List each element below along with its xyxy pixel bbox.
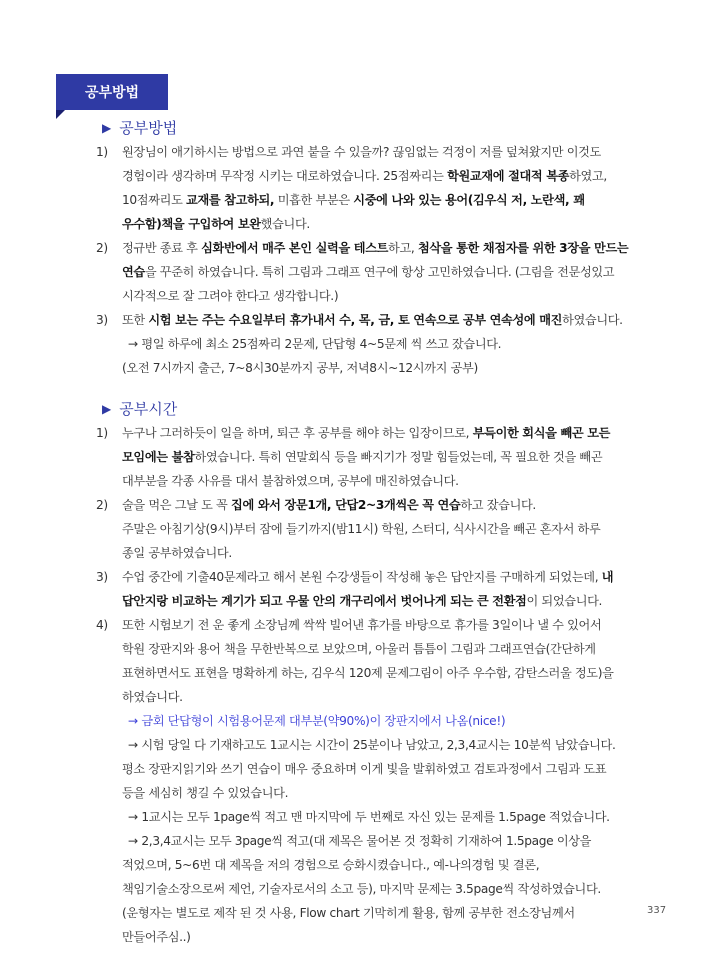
text-segment: 술을 먹은 그날 도 꼭 — [122, 498, 232, 512]
text-line — [122, 637, 676, 661]
item-number: 3) — [96, 570, 108, 584]
item-number: 4) — [96, 618, 108, 632]
study-time-list — [96, 421, 676, 949]
text-line — [122, 469, 676, 493]
list-item — [96, 236, 676, 308]
text-line — [122, 733, 676, 757]
list-item — [96, 308, 676, 380]
text-segment: 10점짜리도 — [122, 193, 187, 207]
item-number: 1) — [96, 426, 108, 440]
list-item — [96, 565, 676, 613]
text-line — [122, 188, 676, 212]
section-heading-study-time — [102, 398, 177, 419]
text-segment: → 평일 하루에 최소 25점짜리 2문제, 단답형 4~5문제 씩 쓰고 잤습니다. — [128, 337, 502, 351]
bold-text: 내 — [601, 570, 614, 584]
bold-text: 우수함)책을 구입하여 보완 — [122, 217, 261, 231]
text-segment: 적었으며, 5~6번 대 제목을 저의 경험으로 승화시켰습니다., 예-나의경험 및 결론, — [122, 858, 540, 872]
text-line — [122, 661, 676, 685]
text-line — [122, 212, 676, 236]
text-line — [122, 901, 676, 925]
text-segment: 미흡한 부분은 — [274, 193, 354, 207]
item-number: 2) — [96, 498, 108, 512]
text-segment: 정규반 종료 후 — [122, 241, 202, 255]
text-line — [122, 757, 676, 781]
text-line — [122, 140, 676, 164]
text-segment: 시각적으로 잘 그려야 한다고 생각합니다.) — [122, 289, 339, 303]
text-line — [122, 565, 676, 589]
text-line — [122, 236, 676, 260]
text-segment: → 시험 당일 다 기재하고도 1교시는 시간이 25분이나 남았고, 2,3,4교시는 10분씩 남았습니다. — [128, 738, 616, 752]
text-segment: (운형자는 별도로 제작 된 것 사용, Flow chart 기막히게 활용, 함께 공부한 전소장님께서 — [122, 906, 575, 920]
section-tag-label: 공부방법 — [84, 85, 140, 101]
text-line — [122, 517, 676, 541]
bold-text: 심화반에서 매주 본인 실력을 테스트 — [201, 241, 389, 255]
text-segment: 누구나 그러하듯이 일을 하며, 퇴근 후 공부를 해야 하는 입장이므로, — [122, 426, 473, 440]
text-segment: 책임기술소장으로써 제언, 기술자로서의 소고 등), 마지막 문제는 3.5page씩 작성하였습니다. — [122, 882, 601, 896]
text-segment: 대부분을 각종 사유를 대서 불참하였으며, 공부에 매진하였습니다. — [122, 474, 459, 488]
text-segment: 했습니다. — [260, 217, 310, 231]
text-line — [122, 781, 676, 805]
text-line — [122, 685, 676, 709]
list-item — [96, 493, 676, 565]
text-segment: 등을 세심히 챙길 수 있었습니다. — [122, 786, 289, 800]
text-line — [122, 925, 676, 949]
text-segment: 을 꾸준히 하였습니다. 특히 그림과 그래프 연구에 항상 고민하였습니다. (그림을 전문성있고 — [144, 265, 615, 279]
text-line — [122, 356, 676, 380]
text-line — [122, 853, 676, 877]
text-line — [122, 613, 676, 637]
page-number: 337 — [647, 905, 667, 916]
bold-text: 부득이한 회식을 빼곤 모든 — [472, 426, 611, 440]
highlight-text: → — [128, 714, 142, 728]
text-segment: → 1교시는 모두 1page씩 적고 맨 마지막에 두 번째로 자신 있는 문제를 1.5page 적었습니다. — [128, 810, 610, 824]
text-line — [122, 260, 676, 284]
text-line — [122, 541, 676, 565]
text-line — [122, 332, 676, 356]
text-line — [122, 589, 676, 613]
study-method-list — [96, 140, 676, 380]
bold-text: 집에 와서 장문1개, 단답2~3개씩은 꼭 연습 — [231, 498, 461, 512]
text-segment: 만들어주심..) — [122, 930, 191, 944]
text-segment: 하고 잤습니다. — [460, 498, 536, 512]
bold-text: 첨삭을 통한 채점자를 위한 3장을 만드는 — [417, 241, 629, 255]
section-tag — [56, 74, 168, 110]
list-item — [96, 613, 676, 949]
text-line — [122, 164, 676, 188]
text-line — [122, 493, 676, 517]
text-segment: 표현하면서도 표현을 명확하게 하는, 김우식 120제 문제그림이 아주 우수함, 감탄스러울 정도)을 — [122, 666, 614, 680]
text-segment: → 2,3,4교시는 모두 3page씩 적고(대 제목은 물어본 것 정확히 기재하여 1.5page 이상을 — [128, 834, 592, 848]
section-heading-study-method — [102, 117, 177, 138]
list-item — [96, 140, 676, 236]
bold-text: 학원교재에 절대적 복종 — [447, 169, 570, 183]
text-segment: 이 되었습니다. — [526, 594, 603, 608]
text-segment: 하였습니다. — [562, 313, 623, 327]
bold-text: 시험 보는 주는 수요일부터 휴가내서 수, 목, 금, 토 연속으로 공부 연속성에 매진 — [148, 313, 563, 327]
text-segment: 또한 — [122, 313, 149, 327]
text-line — [122, 308, 676, 332]
bold-text: 교재를 참고하되, — [186, 193, 275, 207]
text-segment: (오전 7시까지 출근, 7~8시30분까지 공부, 저녁8시~12시까지 공부) — [122, 361, 478, 375]
bold-text: 모임에는 불참 — [122, 450, 195, 464]
text-segment: 하였습니다. — [122, 690, 183, 704]
text-segment: 학원 장판지와 용어 책을 무한반복으로 보았으며, 아울러 틈틈이 그림과 그래프연습(간단하게 — [122, 642, 596, 656]
highlight-text: 금회 단답형이 시험용어문제 대부분(약90%)이 장판지에서 나옴(nice!) — [141, 714, 506, 728]
triangle-bullet-icon: ▶ — [102, 120, 112, 135]
text-segment: 수업 중간에 기출40문제라고 해서 본원 수강생들이 작성해 놓은 답안지를 구매하게 되었는데, — [122, 570, 602, 584]
text-line — [122, 445, 676, 469]
text-segment: 경험이라 생각하며 무작정 시키는 대로하였습니다. 25점짜리는 — [122, 169, 448, 183]
text-line — [122, 805, 676, 829]
text-line — [122, 829, 676, 853]
text-segment: 하였고, — [569, 169, 607, 183]
bold-text: 연습 — [122, 265, 145, 279]
item-number: 1) — [96, 145, 108, 159]
triangle-bullet-icon: ▶ — [102, 401, 112, 416]
text-line — [122, 709, 676, 733]
section-title: 공부방법 — [119, 119, 178, 137]
text-line — [122, 284, 676, 308]
text-segment: 또한 시험보기 전 운 좋게 소장님께 싹싹 빌어낸 휴가를 바탕으로 휴가를 3일이나 낼 수 있어서 — [122, 618, 602, 632]
text-line — [122, 877, 676, 901]
text-line — [122, 421, 676, 445]
section-title: 공부시간 — [119, 400, 178, 418]
text-segment: 주말은 아침기상(9시)부터 잠에 들기까지(밤11시) 학원, 스터디, 식사시간을 빼곤 혼자서 하루 — [122, 522, 601, 536]
list-item — [96, 421, 676, 493]
text-segment: 하고, — [388, 241, 418, 255]
text-segment: 원장님이 애기하시는 방법으로 과연 붙을 수 있을까? 끊임없는 걱정이 저를 덮쳐왔지만 이것도 — [122, 145, 601, 159]
item-number: 2) — [96, 241, 108, 255]
text-segment: 평소 장판지읽기와 쓰기 연습이 매우 중요하며 이게 빛을 발휘하였고 검토과정에서 그림과 도표 — [122, 762, 607, 776]
bold-text: 시중에 나와 있는 용어(김우식 저, 노란색, 꽤 — [353, 193, 585, 207]
bold-text: 답안지랑 비교하는 계기가 되고 우물 안의 개구리에서 벗어나게 되는 큰 전환점 — [122, 594, 527, 608]
text-segment: 하였습니다. 특히 연말회식 등을 빠지기가 정말 힘들었는데, 꼭 필요한 것을 빼곤 — [194, 450, 603, 464]
text-segment: 종일 공부하였습니다. — [122, 546, 232, 560]
item-number: 3) — [96, 313, 108, 327]
section-tag-fold — [56, 110, 65, 119]
